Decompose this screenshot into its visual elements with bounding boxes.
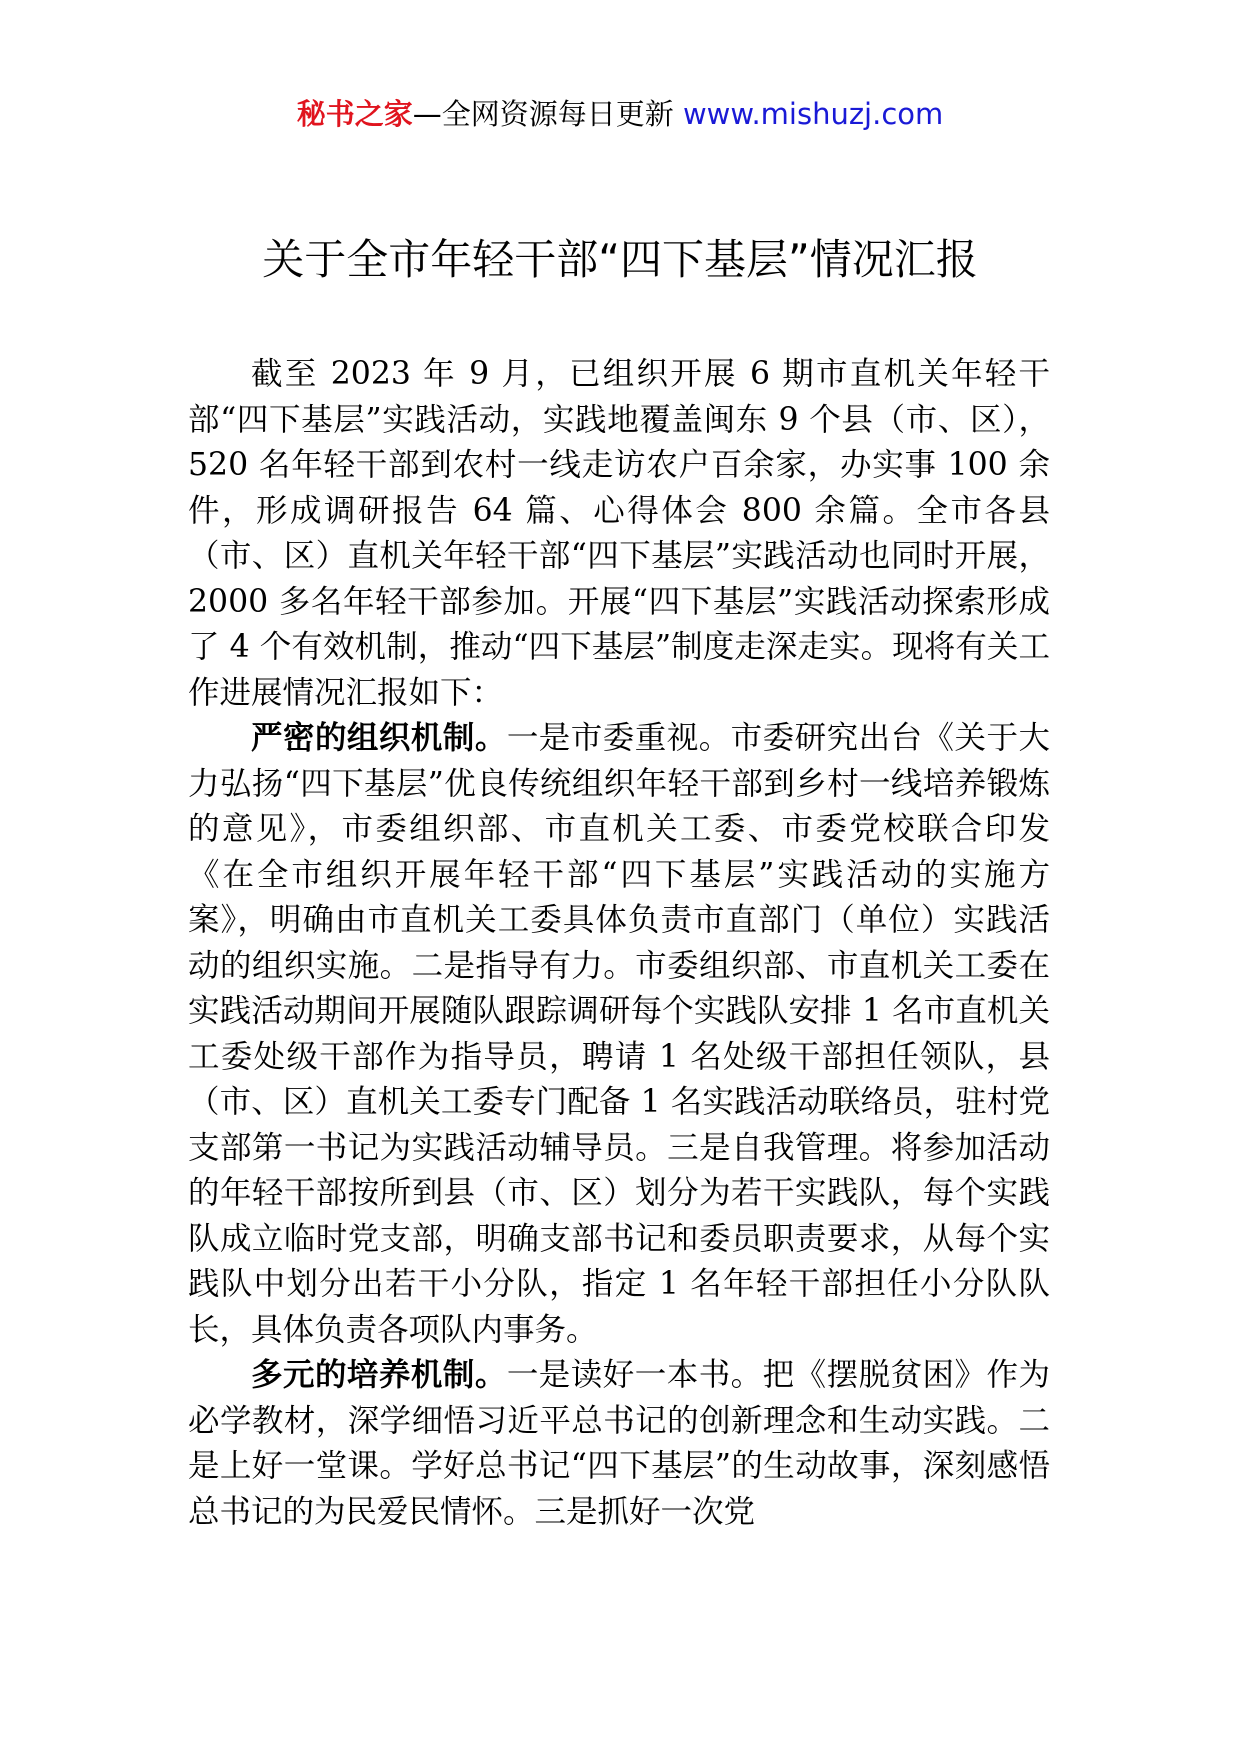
brand-name: 秘书之家 [296, 97, 413, 131]
site-url-link[interactable]: www.mishuzj.com [682, 97, 944, 131]
paragraph-lead: 严密的组织机制。 [251, 720, 507, 756]
paragraph-text: 截至 2023 年 9 月，已组织开展 6 期市直机关年轻干部“四下基层”实践活动，实践地覆盖闽东 9 个县（市、区），520 名年轻干部到农村一线走访农户百余家，办实事 100 余件，形成调研报告 64 篇、心得体会 800 余篇。全市各县（市、区）直机关年轻干部“四下基层”实践活动也同时开展，2000 多名年轻干部参加。开展“四下基层”实践活动探索形成了 4 个有效机制，推动“四下基层”制度走深走实。现将有关工作进展情况汇报如下： [188, 356, 1050, 711]
paragraph-lead: 多元的培养机制。 [251, 1357, 507, 1393]
paragraph-training-mechanism [188, 1353, 1050, 1535]
paragraph-text: 一是读好一本书。把《摆脱贫困》作为必学教材，深学细悟习近平总书记的创新理念和生动实践。二是上好一堂课。学好总书记“四下基层”的生动故事，深刻感悟总书记的为民爱民情怀。三是抓好一次党 [188, 1357, 1050, 1530]
paragraph-text: 一是市委重视。市委研究出台《关于大力弘扬“四下基层”优良传统组织年轻干部到乡村一线培养锻炼的意见》，市委组织部、市直机关工委、市委党校联合印发《在全市组织开展年轻干部“四下基层”实践活动的实施方案》，明确由市直机关工委具体负责市直部门（单位）实践活动的组织实施。二是指导有力。市委组织部、市直机关工委在实践活动期间开展随队跟踪调研每个实践队安排 1 名市直机关工委处级干部作为指导员，聘请 1 名处级干部担任领队，县（市、区）直机关工委专门配备 1 名实践活动联络员，驻村党支部第一书记为实践活动辅导员。三是自我管理。将参加活动的年轻干部按所到县（市、区）划分为若干实践队，每个实践队成立临时党支部，明确支部书记和委员职责要求，从每个实践队中划分出若干小分队，指定 1 名年轻干部担任小分队队长，具体负责各项队内事务。 [188, 720, 1050, 1348]
paragraph-intro [188, 352, 1050, 716]
site-banner [0, 96, 1240, 132]
paragraph-organization-mechanism [188, 716, 1050, 1353]
banner-slogan: —全网资源每日更新 [412, 97, 683, 131]
document-body [188, 352, 1050, 1535]
document-title: 关于全市年轻干部“四下基层”情况汇报 [262, 235, 978, 284]
